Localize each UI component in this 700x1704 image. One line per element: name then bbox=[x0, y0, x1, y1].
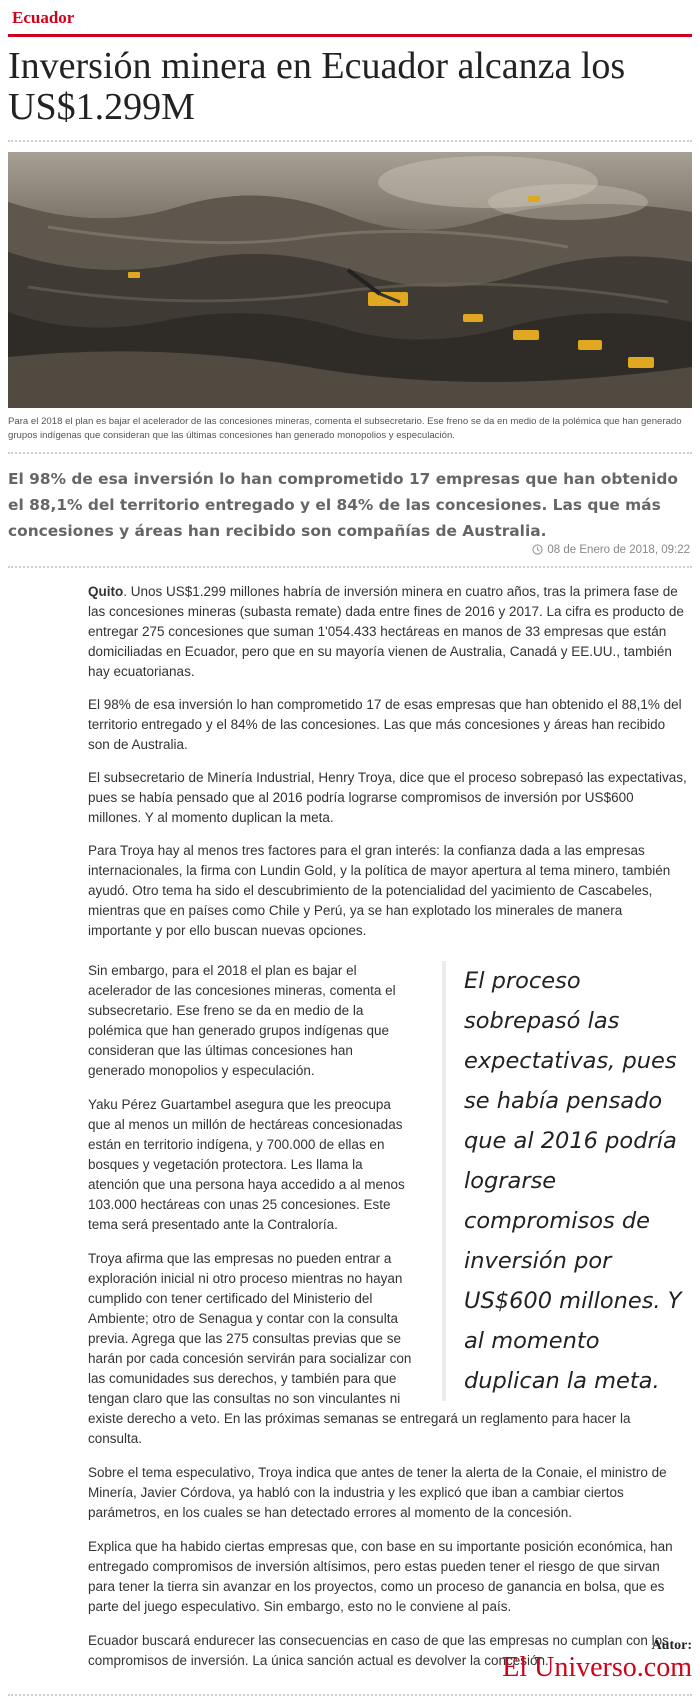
paragraph: Sobre el tema especulativo, Troya indica que antes de tener la alerta de la Conaie, el ministro de Minería, Javier Córdova, ya habló con la industria y les explicó que iban a cambiar ciertos parámetros, en los cuales se han detectado errores al momento de la concesión. bbox=[88, 1465, 667, 1520]
divider bbox=[8, 566, 692, 568]
mining-landscape-image bbox=[8, 152, 692, 408]
section-header bbox=[8, 4, 692, 37]
paragraph: Sin embargo, para el 2018 el plan es bajar el acelerador de las concesiones mineras, comenta el subsecretario. Ese freno se da en medio de la polémica que han generado grupos indígenas que consideran que las últimas concesiones han generado monopolios y especulación. bbox=[88, 963, 396, 1078]
dateline-city: Quito bbox=[88, 584, 124, 599]
author-label: Autor: bbox=[651, 1638, 692, 1653]
paragraph: El 98% de esa inversión lo han comprometido 17 de esas empresas que han obtenido el 88,1% del territorio entregado y el 84% de las concesiones. Las que más concesiones y áreas han recibido son de Australia. bbox=[88, 697, 682, 752]
paragraph: Quito. Unos US$1.299 millones habría de inversión minera en cuatro años, tras la primera fase de las concesiones mineras (subasta remate) dada entre fines de 2016 y 2017. La cifra es producto de entregar 275 concesiones que suman 1'054.433 hectáreas en manos de 33 empresas que están domiciliadas en Ecuador, pero que en su mayoría vienen de Australia, Canadá y EE.UU., también hay ecuatorianas. bbox=[88, 584, 684, 679]
date-text: 08 de Enero de 2018, 09:22 bbox=[547, 544, 690, 556]
paragraph: Ecuador buscará endurecer las consecuencias en caso de que las empresas no cumplan con los compromisos de inversión. La única sanción actual es devolver la concesión. bbox=[88, 1633, 669, 1668]
paragraph: Troya afirma que las empresas no pueden entrar a exploración inicial ni otro proceso mientras no hayan cumplido con tener certificado del Ministerio del Ambiente; otro de Senagua y contar con la consulta previa. Agrega que las 275 consultas previas que se harán por cada concesión servirán para socializar con las comunidades sus derechos, y también para que tengan claro que las consultas no son vinculantes ni existe derecho a veto. En las próximas semanas se entregará un reglamento para hacer la consulta. bbox=[88, 1251, 631, 1446]
photo-caption: Para el 2018 el plan es bajar el acelerador de las concesiones mineras, comenta el subsecretario. Ese freno se da en medio de la polémica que han generado grupos indígenas que consideran que las últimas concesiones han generado monopolios y especulación. bbox=[8, 416, 682, 441]
divider bbox=[8, 140, 692, 142]
mining-site-photo bbox=[8, 152, 692, 408]
paragraph: Yaku Pérez Guartambel asegura que les preocupa que al menos un millón de hectáreas concesionadas están en territorio indígena, y 700.000 de ellas en bosques y vegetación protectora. Les llama la atención que una persona haya accedido a al menos 103.000 hectáreas con unas 25 concesiones. Este tema será presentado ante la Contraloría. bbox=[88, 1097, 405, 1232]
paragraph: El subsecretario de Minería Industrial, Henry Troya, dice que el proceso sobrepasó las expectativas, pues se había pensado que al 2016 podría lograrse compromisos de inversión por US$600 millones. Y al momento duplican la meta. bbox=[88, 770, 687, 825]
section-link[interactable]: Ecuador bbox=[12, 8, 75, 27]
divider bbox=[8, 1694, 692, 1696]
article-headline: Inversión minera en Ecuador alcanza los US$1.299M bbox=[8, 45, 626, 128]
paragraph: Para Troya hay al menos tres factores para el gran interés: la confianza dada a las empresas internacionales, la firma con Lundin Gold, y la política de mayor apertura al tema minero, también ayudó. Otro tema ha sido el descubrimiento de la potencialidad del yacimiento de Cascabeles, mientras que en países como Chile y Perú, ya se han explotado los minerales de manera importante y por ello buscan nuevas opciones. bbox=[88, 843, 671, 938]
clock-icon bbox=[532, 544, 543, 555]
paragraph: Explica que ha habido ciertas empresas que, con base en su importante posición económica, han entregado compromisos de inversión altísimos, pero estas pueden tener el riesgo de que sirvan para tener la tierra sin avanzar en los proyectos, como un proceso de ganancia en bolsa, que es parte del juego especulativo. Sin embargo, esto no le conviene al país. bbox=[88, 1539, 673, 1614]
article-body bbox=[88, 582, 688, 1685]
publish-date bbox=[532, 544, 690, 556]
pull-quote: El proceso sobrepasó las expectativas, pues se había pensado que al 2016 podría lograrse compromisos de inversión por US$600 millones. Y al momento duplican la meta. bbox=[442, 961, 688, 1401]
author-name[interactable]: El Universo.com bbox=[502, 1652, 692, 1683]
article-lead: El 98% de esa inversión lo han comprometido 17 empresas que han obtenido el 88,1% del territorio entregado y el 84% de las concesiones. Las que más concesiones y áreas han recibido son compañías de Australia. bbox=[8, 470, 678, 540]
divider bbox=[8, 452, 692, 454]
